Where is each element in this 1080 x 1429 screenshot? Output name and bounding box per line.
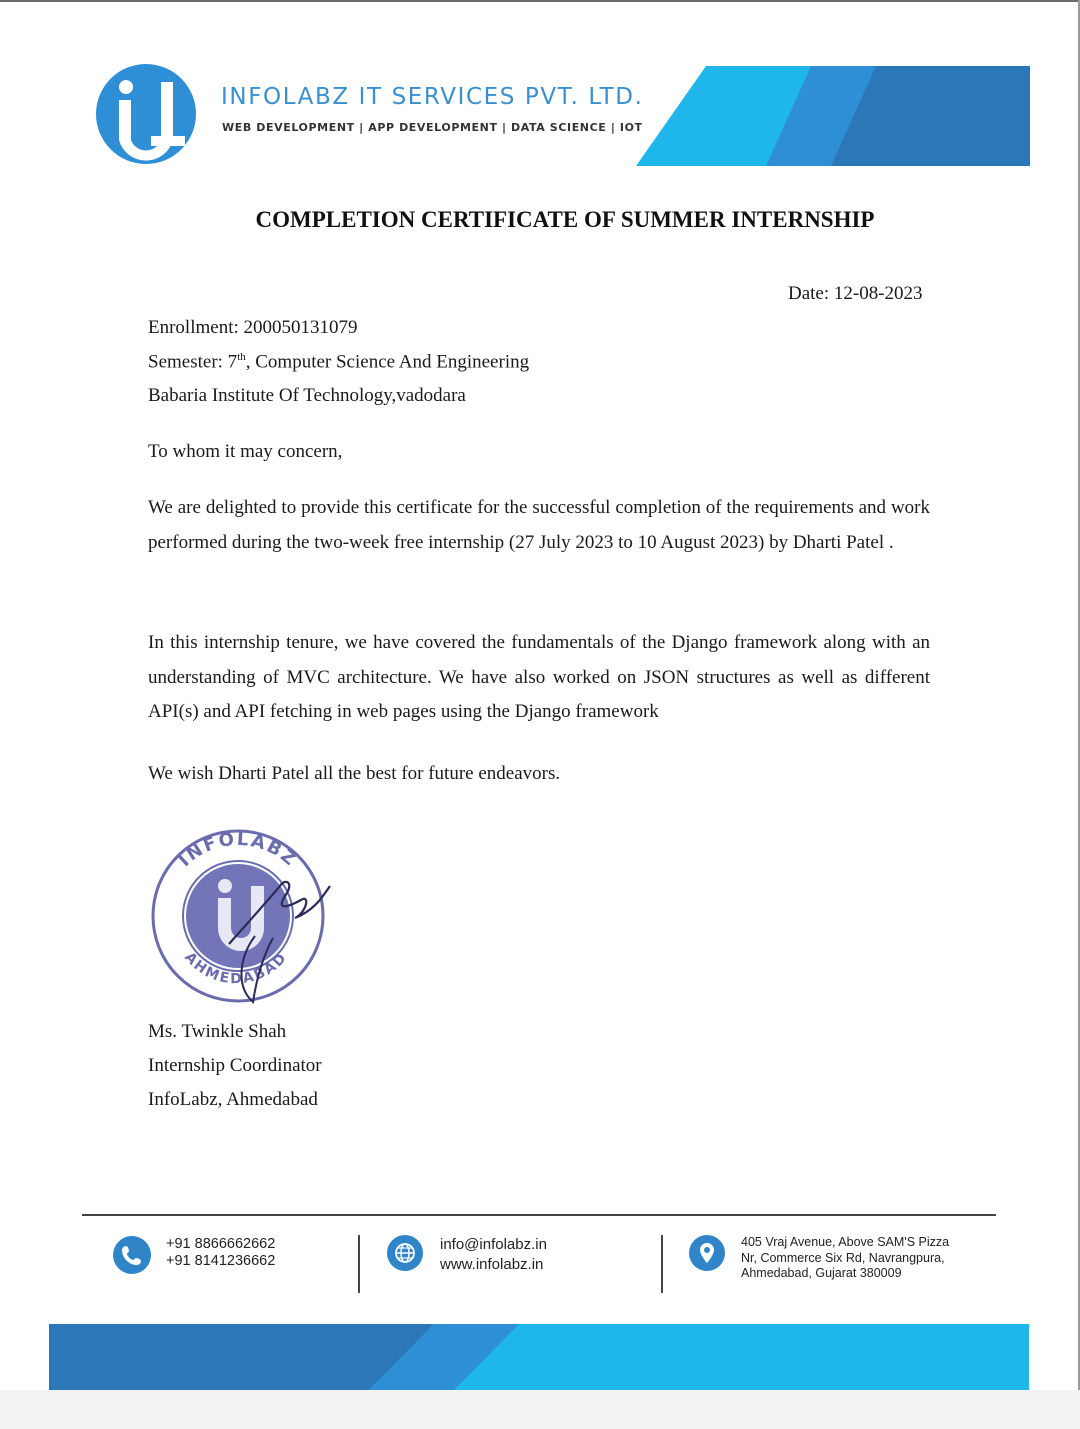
phone-2: +91 8141236662 xyxy=(166,1253,276,1269)
infolabz-logo-icon xyxy=(96,64,196,164)
website-link[interactable]: www.infolabz.in xyxy=(440,1256,544,1273)
certificate-date: Date: 12-08-2023 xyxy=(788,283,923,304)
semester-superscript: th xyxy=(237,351,246,363)
address-line-2: Nr, Commerce Six Rd, Navrangpura, xyxy=(741,1250,945,1265)
institute-line: Babaria Institute Of Technology,vadodara xyxy=(148,385,466,406)
phone-icon xyxy=(113,1236,151,1274)
signatory-org: InfoLabz, Ahmedabad xyxy=(148,1089,318,1110)
company-seal-stamp xyxy=(145,826,335,1006)
semester-line xyxy=(148,351,529,373)
address-block xyxy=(741,1235,949,1282)
address-line-3: Ahmedabad, Gujarat 380009 xyxy=(741,1266,902,1280)
body-paragraph-2: In this internship tenure, we have covered the fundamentals of the Django framework along with an understanding of MVC architecture. We have also worked on JSON structures as well as different API(s) and API fetching in web pages using the Django framework xyxy=(148,632,930,722)
company-tagline: WEB DEVELOPMENT | APP DEVELOPMENT | DATA SCIENCE | IOT xyxy=(222,121,643,134)
company-name: INFOLABZ IT SERVICES PVT. LTD. xyxy=(221,84,644,110)
email-link[interactable]: info@infolabz.in xyxy=(440,1236,547,1253)
signatory-name: Ms. Twinkle Shah xyxy=(148,1021,287,1042)
top-border xyxy=(0,0,1080,2)
bottom-margin xyxy=(0,1390,1080,1429)
signatory-role: Internship Coordinator xyxy=(148,1055,322,1076)
location-pin-icon xyxy=(689,1235,725,1271)
seal-bottom-text: AHMEDABAD xyxy=(181,949,291,988)
footer-divider-1 xyxy=(358,1235,360,1293)
web-contacts xyxy=(440,1235,547,1275)
footer-divider-2 xyxy=(661,1235,663,1293)
footer-decorative-band xyxy=(49,1324,1029,1390)
globe-icon xyxy=(387,1235,423,1271)
address-line-1: 405 Vraj Avenue, Above SAM'S Pizza xyxy=(741,1235,950,1249)
header-decorative-band xyxy=(636,66,1030,166)
seal-top-text: INFOLABZ xyxy=(174,828,302,872)
semester-prefix: Semester: 7 xyxy=(148,351,238,373)
closing-line: We wish Dharti Patel all the best for future endeavors. xyxy=(148,763,561,784)
semester-suffix: , Computer Science And Engineering xyxy=(245,351,530,373)
enrollment-line: Enrollment: 200050131079 xyxy=(148,317,358,338)
phone-1: +91 8866662662 xyxy=(166,1236,276,1252)
footer-divider xyxy=(82,1214,996,1216)
certificate-title: COMPLETION CERTIFICATE OF SUMMER INTERNSHIP xyxy=(255,207,875,232)
salutation: To whom it may concern, xyxy=(148,441,343,462)
phone-numbers xyxy=(166,1236,275,1270)
body-paragraph-1: We are delighted to provide this certificate for the successful completion of the requirements and work performed during the two-week free internship (27 July 2023 to 10 August 2023) by Dharti Patel . xyxy=(148,497,930,553)
